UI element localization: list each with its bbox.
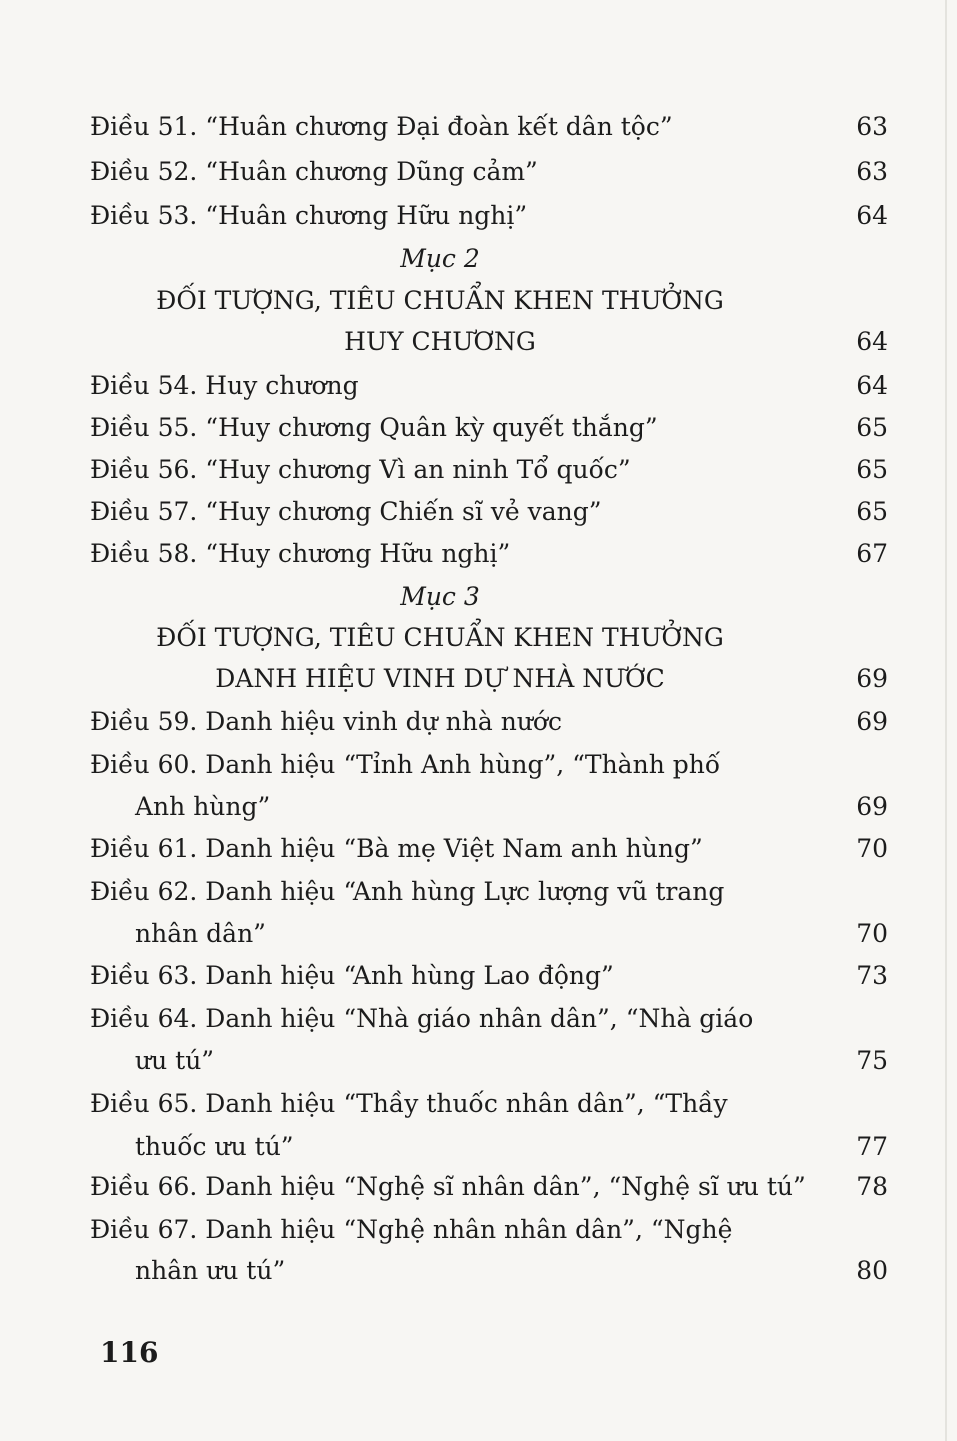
toc-entry-page: 69 (856, 707, 888, 736)
toc-entry-title-cont: nhân ưu tú” (135, 1256, 286, 1285)
toc-entry-page: 64 (856, 371, 888, 400)
toc-entry-title: Điều 63. Danh hiệu “Anh hùng Lao động” (90, 961, 614, 990)
toc-entry-page: 64 (856, 201, 888, 230)
section-heading-line2: DANH HIỆU VINH DỰ NHÀ NƯỚC (215, 664, 665, 693)
toc-entry-page: 75 (856, 1046, 888, 1075)
toc-entry-title-cont: ưu tú” (135, 1046, 215, 1075)
section-label: Mục 2 (400, 244, 480, 273)
toc-entry-page: 73 (856, 961, 888, 990)
toc-entry-title: Điều 65. Danh hiệu “Thầy thuốc nhân dân”, “Thầy (90, 1089, 728, 1118)
page-edge (945, 0, 947, 1441)
toc-entry-title: Điều 60. Danh hiệu “Tỉnh Anh hùng”, “Thành phố (90, 750, 721, 779)
section-label: Mục 3 (400, 582, 480, 611)
toc-entry-title: Điều 55. “Huy chương Quân kỳ quyết thắng” (90, 413, 658, 442)
toc-entry-page: 64 (856, 327, 888, 356)
toc-entry-title: Điều 54. Huy chương (90, 371, 359, 400)
section-heading-line2: HUY CHƯƠNG (344, 327, 536, 356)
toc-entry-page: 65 (856, 413, 888, 442)
toc-entry-page: 69 (856, 792, 888, 821)
toc-entry-page: 77 (856, 1132, 888, 1161)
section-heading: ĐỐI TƯỢNG, TIÊU CHUẨN KHEN THƯỞNG (156, 286, 724, 315)
toc-entry-title: Điều 62. Danh hiệu “Anh hùng Lực lượng vũ trang (90, 877, 725, 906)
toc-entry-page: 70 (856, 919, 888, 948)
toc-entry-page: 63 (856, 157, 888, 186)
toc-entry-page: 65 (856, 455, 888, 484)
toc-entry-title-cont: nhân dân” (135, 919, 266, 948)
toc-entry-title: Điều 57. “Huy chương Chiến sĩ vẻ vang” (90, 497, 602, 526)
toc-entry-title: Điều 52. “Huân chương Dũng cảm” (90, 157, 538, 186)
toc-entry-page: 78 (856, 1172, 888, 1201)
section-heading: ĐỐI TƯỢNG, TIÊU CHUẨN KHEN THƯỞNG (156, 623, 724, 652)
toc-entry-title: Điều 59. Danh hiệu vinh dự nhà nước (90, 707, 562, 736)
toc-entry-title: Điều 51. “Huân chương Đại đoàn kết dân tộc” (90, 112, 673, 141)
toc-entry-title-cont: thuốc ưu tú” (135, 1132, 294, 1161)
toc-entry-page: 80 (856, 1256, 888, 1285)
toc-entry-title: Điều 56. “Huy chương Vì an ninh Tổ quốc” (90, 455, 631, 484)
toc-entry-title: Điều 67. Danh hiệu “Nghệ nhân nhân dân”, “Nghệ (90, 1215, 733, 1244)
toc-entry-title: Điều 66. Danh hiệu “Nghệ sĩ nhân dân”, “Nghệ sĩ ưu tú” (90, 1172, 806, 1201)
page-number: 116 (100, 1336, 159, 1369)
toc-entry-page: 65 (856, 497, 888, 526)
toc-entry-page: 63 (856, 112, 888, 141)
toc-entry-title: Điều 58. “Huy chương Hữu nghị” (90, 539, 511, 568)
toc-entry-title: Điều 53. “Huân chương Hữu nghị” (90, 201, 528, 230)
toc-entry-title: Điều 61. Danh hiệu “Bà mẹ Việt Nam anh hùng” (90, 834, 703, 863)
toc-entry-page: 67 (856, 539, 888, 568)
toc-entry-title: Điều 64. Danh hiệu “Nhà giáo nhân dân”, “Nhà giáo (90, 1004, 754, 1033)
toc-entry-page: 70 (856, 834, 888, 863)
toc-entry-page: 69 (856, 664, 888, 693)
toc-entry-title-cont: Anh hùng” (135, 792, 271, 821)
